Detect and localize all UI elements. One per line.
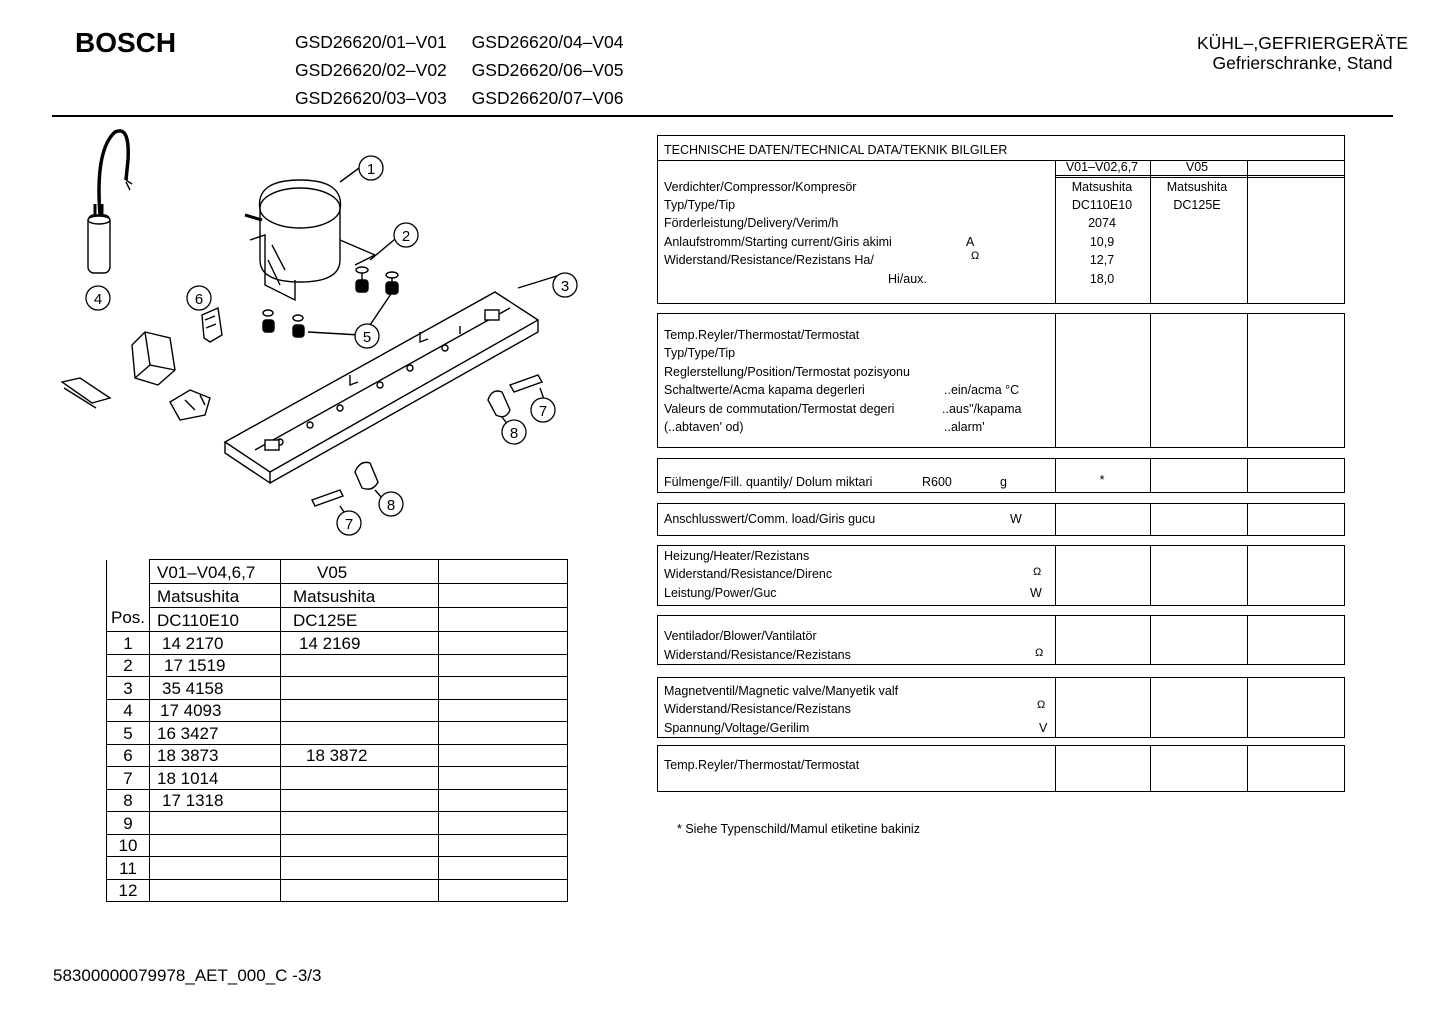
parts-exploded-diagram (40, 120, 600, 540)
part-number-cell (439, 677, 568, 700)
column-divider (1055, 678, 1056, 737)
footnote: * Siehe Typenschild/Mamul etiketine bakiniz (677, 822, 920, 836)
part-number-cell (439, 857, 568, 880)
table-row (107, 789, 568, 812)
tech-thermostat-box (657, 313, 1345, 448)
header-cell (107, 560, 150, 584)
column-divider (1055, 314, 1056, 447)
part-number-cell (439, 722, 568, 745)
callout-3 (553, 273, 577, 297)
header-cell (439, 584, 568, 608)
callout-5 (355, 324, 379, 348)
row-label: Reglerstellung/Position/Termostat pozisyonu (664, 365, 910, 379)
part-number-cell: 17 4093 (150, 699, 281, 722)
part-number-cell (150, 857, 281, 880)
model-list (295, 28, 623, 112)
row-label: Magnetventil/Magnetic valve/Manyetik valf (664, 684, 899, 698)
part-number-cell: 16 3427 (150, 722, 281, 745)
part-number-cell (281, 879, 439, 902)
header-cell (439, 560, 568, 584)
row-label: Widerstand/Resistance/Rezistans (664, 702, 851, 716)
value-cell: * (1099, 473, 1105, 487)
pos-cell: 7 (107, 767, 150, 790)
brand-logo: BOSCH (75, 27, 177, 58)
table-row (107, 812, 568, 835)
compressor-part (245, 160, 375, 300)
value-cell: Matsushita (1166, 180, 1228, 194)
part-number-cell: 17 1318 (150, 789, 281, 812)
row-label: Widerstand/Resistance/Direnc (664, 567, 833, 581)
callout-1 (359, 156, 383, 180)
part-number-cell (150, 812, 281, 835)
column-divider (1247, 678, 1248, 737)
unit-label: Ω (1037, 699, 1046, 711)
unit-label: g (1000, 475, 1007, 489)
svg-text:4: 4 (93, 291, 103, 308)
part-number-cell (439, 632, 568, 655)
part-number-cell: 18 3872 (281, 744, 439, 767)
pos-cell: 2 (107, 654, 150, 677)
part-number-cell (281, 722, 439, 745)
part-number-cell: 14 2170 (150, 632, 281, 655)
callout-7 (337, 511, 361, 535)
value-cell: 12,7 (1089, 253, 1115, 267)
row-label: Widerstand/Resistance/Rezistans Ha/ (664, 253, 874, 267)
svg-text:5: 5 (362, 329, 372, 346)
column-divider (1150, 678, 1151, 737)
column-divider (1247, 160, 1248, 303)
header-cell: DC125E (281, 608, 439, 632)
column-divider (1150, 546, 1151, 605)
unit-label: W (1030, 586, 1042, 600)
category-subtitle: Gefrierschranke, Stand (1212, 53, 1393, 73)
part-number-cell (439, 744, 568, 767)
part-number-cell (150, 879, 281, 902)
table-row (107, 699, 568, 722)
refrigerant-label: R600 (922, 475, 952, 489)
svg-text:6: 6 (194, 291, 204, 308)
pos-cell: 11 (107, 857, 150, 880)
model-number: GSD26620/06–V05 (471, 60, 624, 80)
header-rule (52, 115, 1393, 117)
part-number-cell (281, 789, 439, 812)
tech-heater-box (657, 545, 1345, 606)
column-divider (1150, 504, 1151, 535)
part-number-cell (439, 812, 568, 835)
svg-text:7: 7 (538, 403, 548, 420)
row-label: Widerstand/Resistance/Rezistans (664, 648, 851, 662)
tech-fill-box (657, 458, 1345, 493)
row-label: Typ/Type/Tip (664, 198, 736, 212)
part-number-cell: 18 1014 (150, 767, 281, 790)
part-number-cell (281, 834, 439, 857)
header-cell (439, 608, 568, 632)
pos-cell: 12 (107, 879, 150, 902)
document-id: 58300000079978_AET_000_C -3/3 (53, 966, 322, 985)
row-label: Anlaufstromm/Starting current/Giris akimi (664, 235, 892, 249)
parts-header-row (107, 584, 568, 608)
column-divider (1150, 746, 1151, 791)
pos-cell: 4 (107, 699, 150, 722)
relay-part (132, 308, 222, 420)
washer-parts (356, 235, 400, 294)
tech-valve-box (657, 677, 1345, 738)
row-label: Temp.Reyler/Thermostat/Termostat (664, 758, 860, 772)
row-label: Förderleistung/Delivery/Verim/h (664, 216, 839, 230)
column-divider (1247, 459, 1248, 492)
column-divider (1055, 616, 1056, 664)
pos-cell: 9 (107, 812, 150, 835)
svg-text:1: 1 (366, 161, 376, 178)
tech-compressor-box (657, 135, 1345, 304)
header-cell: V05 (281, 560, 439, 584)
table-row (107, 834, 568, 857)
model-list-col-1 (295, 28, 447, 112)
table-row (107, 722, 568, 745)
header-cell: Matsushita (150, 584, 281, 608)
parts-header-row (107, 560, 568, 584)
pos-cell: 10 (107, 834, 150, 857)
column-divider (1150, 314, 1151, 447)
part-number-cell: 14 2169 (281, 632, 439, 655)
part-number-cell: 35 4158 (150, 677, 281, 700)
category-title: KÜHL–,GEFRIERGERÄTE (1196, 33, 1408, 53)
svg-text:2: 2 (401, 228, 411, 245)
unit-label: V (1039, 721, 1048, 735)
column-divider (1247, 546, 1248, 605)
parts-header-row (107, 608, 568, 632)
part-number-cell (281, 699, 439, 722)
callout-2 (394, 223, 418, 247)
unit-label: Ω (1035, 647, 1044, 659)
part-number-cell (281, 857, 439, 880)
part-number-cell (439, 699, 568, 722)
col-head: V05 (1185, 160, 1209, 174)
row-label: Fülmenge/Fill. quantily/ Dolum miktari (664, 475, 873, 489)
product-category (1197, 33, 1408, 73)
table-row (107, 767, 568, 790)
column-divider (1247, 504, 1248, 535)
model-number: GSD26620/02–V02 (295, 60, 447, 80)
value-cell: 10,9 (1089, 235, 1115, 249)
callout-8 (502, 420, 526, 444)
value-cell: 2074 (1088, 216, 1116, 230)
col-head: V01–V02,6,7 (1065, 160, 1139, 174)
part-number-cell (281, 677, 439, 700)
row-label: Temp.Reyler/Thermostat/Termostat (664, 328, 860, 342)
setting-suffix: ..alarm' (944, 420, 985, 434)
header-cell (107, 584, 150, 608)
column-divider (1150, 459, 1151, 492)
part-number-cell: 17 1519 (150, 654, 281, 677)
callout-7 (531, 398, 555, 422)
value-cell: 18,0 (1089, 272, 1115, 286)
part-number-cell (439, 654, 568, 677)
svg-text:3: 3 (560, 278, 570, 295)
row-label: (..abtaven' od) (664, 420, 744, 434)
mounting-rail-part (225, 275, 560, 483)
row-label: Valeurs de commutation/Termostat degeri (664, 402, 895, 416)
row-label: Schaltwerte/Acma kapama degerleri (664, 383, 865, 397)
column-divider (1055, 546, 1056, 605)
part-number-cell (281, 767, 439, 790)
model-number: GSD26620/04–V04 (471, 32, 624, 52)
setting-suffix: ..ein/acma °C (944, 383, 1020, 397)
pos-header: Pos. (107, 608, 150, 632)
parts-table (106, 559, 568, 902)
header-cell: DC110E10 (150, 608, 281, 632)
table-row (107, 677, 568, 700)
svg-text:7: 7 (344, 516, 354, 533)
clip-part (62, 378, 110, 408)
pos-cell: 5 (107, 722, 150, 745)
svg-text:8: 8 (509, 425, 519, 442)
table-row (107, 632, 568, 655)
header-cell: Matsushita (281, 584, 439, 608)
table-row (107, 654, 568, 677)
model-number: GSD26620/01–V01 (295, 32, 447, 52)
column-divider (1150, 616, 1151, 664)
pos-cell: 8 (107, 789, 150, 812)
part-number-cell (439, 767, 568, 790)
part-number-cell: 18 3873 (150, 744, 281, 767)
model-number: GSD26620/03–V03 (295, 88, 447, 108)
column-divider (1055, 746, 1056, 791)
part-number-cell (281, 654, 439, 677)
header-cell: V01–V04,6,7 (150, 560, 281, 584)
value-cell: Matsushita (1071, 180, 1133, 194)
row-label: Ventilador/Blower/Vantilatör (664, 629, 817, 643)
value-cell: DC110E10 (1071, 198, 1133, 212)
unit-label: Ω (1033, 566, 1042, 578)
tech-blower-box (657, 615, 1345, 665)
table-row (107, 744, 568, 767)
table-row (107, 879, 568, 902)
column-divider (1247, 314, 1248, 447)
value-cell: DC125E (1173, 198, 1221, 212)
row-label: Leistung/Power/Guc (664, 586, 777, 600)
callout-4 (86, 286, 110, 310)
setting-suffix: ..aus"/kapama (942, 402, 1022, 416)
row-label: Spannung/Voltage/Gerilim (664, 721, 810, 735)
column-divider (1055, 504, 1056, 535)
column-divider (1247, 746, 1248, 791)
model-list-col-2 (472, 28, 624, 112)
row-label: Typ/Type/Tip (664, 346, 736, 360)
tech-load-box (657, 503, 1345, 536)
part-number-cell (439, 834, 568, 857)
callout-6 (187, 286, 211, 310)
row-label: Hi/aux. (888, 272, 927, 286)
unit-label: Ω (971, 250, 980, 262)
part-number-cell (439, 789, 568, 812)
table-row (107, 857, 568, 880)
model-number: GSD26620/07–V06 (471, 88, 624, 108)
row-label: Verdichter/Compressor/Kompresör (664, 180, 857, 194)
part-number-cell (150, 834, 281, 857)
part-number-cell (439, 879, 568, 902)
pos-cell: 6 (107, 744, 150, 767)
part-number-cell (281, 812, 439, 835)
tech-thermostat2-box (657, 745, 1345, 792)
pos-cell: 1 (107, 632, 150, 655)
column-divider (1247, 616, 1248, 664)
callout-8 (379, 492, 403, 516)
tech-title: TECHNISCHE DATEN/TECHNICAL DATA/TEKNIK BILGILER (664, 143, 1008, 157)
capacitor-part (88, 131, 132, 273)
svg-text:8: 8 (386, 497, 396, 514)
row-label: Heizung/Heater/Rezistans (664, 549, 810, 563)
unit-label: W (1010, 512, 1022, 526)
row-label: Anschlusswert/Comm. load/Giris gucu (664, 512, 876, 526)
unit-label: A (966, 235, 975, 249)
pos-cell: 3 (107, 677, 150, 700)
